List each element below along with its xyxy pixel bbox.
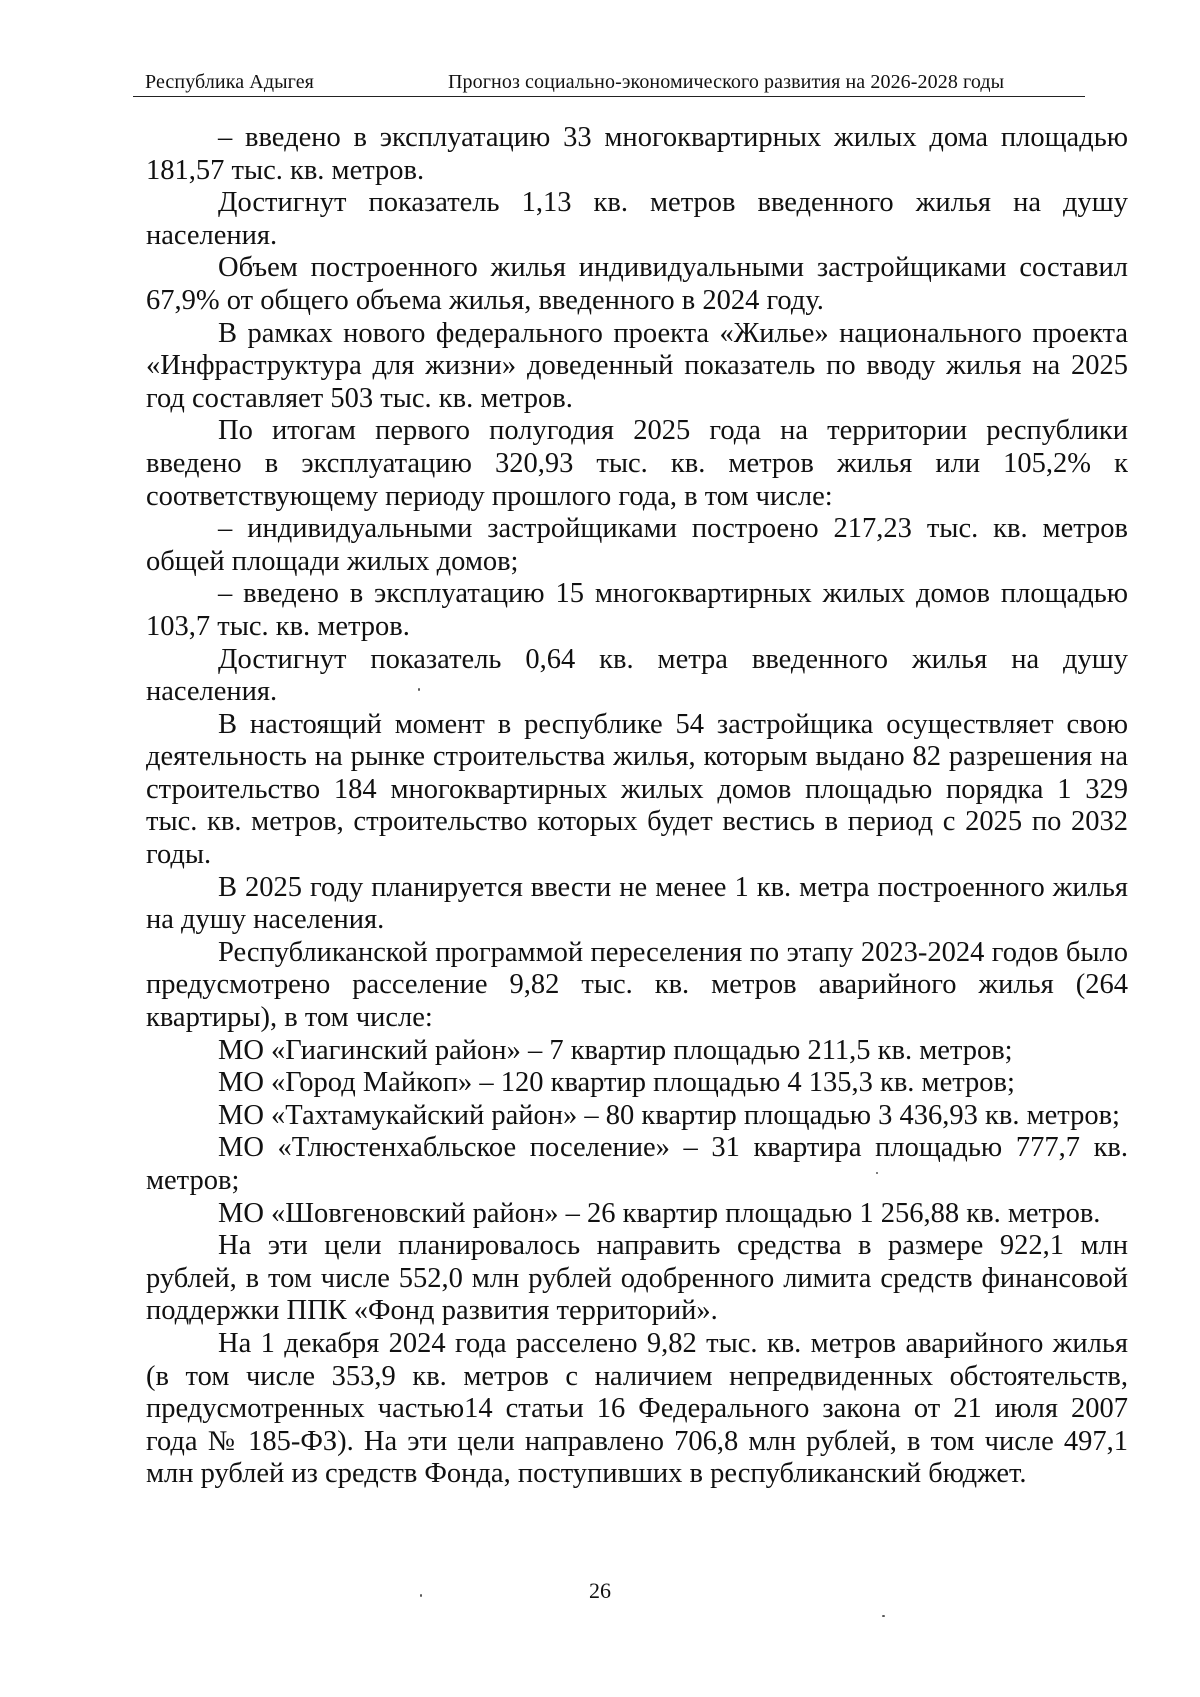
page-number: 26 [589,1578,611,1603]
paragraph: МО «Гиагинский район» – 7 квартир площадью 211,5 кв. метров; [218,1034,1013,1066]
paragraph: МО «Шовгеновский район» – 26 квартир площадью 1 256,88 кв. метров. [218,1197,1101,1229]
scan-speck [876,1172,878,1174]
header-region: Республика Адыгея [145,71,314,93]
paragraph: – введено в эксплуатацию 15 многоквартирных жилых домов площадью 103,7 тыс. кв. метров. [146,578,1128,642]
header-title: Прогноз социально-экономического развития на 2026-2028 годы [448,71,1005,93]
paragraph: На 1 декабря 2024 года расселено 9,82 тыс. кв. метров аварийного жилья (в том числе 353,9 кв. метров с наличием непредвиденных обстоятельств, предусмотренных частью14 статьи 16 Федерального закона от 21 июля 2007 года № 185-ФЗ). На эти цели направлено 706,8 млн рублей, в том числе 497,1 млн рублей из средств Фонда, поступивших в республиканский бюджет. [146,1327,1128,1490]
paragraph: МО «Тлюстенхабльское поселение» – 31 квартира площадью 777,7 кв. метров; [146,1132,1128,1196]
paragraph: В 2025 году планируется ввести не менее 1 кв. метра построенного жилья на душу населения. [146,871,1128,936]
paragraph: В рамках нового федерального проекта «Жилье» национального проекта «Инфраструктура для жизни» доведенный показатель по вводу жилья на 2025 год составляет 503 тыс. кв. метров. [146,317,1128,414]
paragraph: МО «Город Майкоп» – 120 квартир площадью 4 135,3 кв. метров; [218,1067,1015,1099]
paragraph: На эти цели планировалось направить средства в размере 922,1 млн рублей, в том числе 552,0 млн рублей одобренного лимита средств финансовой поддержки ППК «Фонд развития территорий». [146,1230,1128,1327]
paragraph: В настоящий момент в республике 54 застройщика осуществляет свою деятельность на рынке строительства жилья, которым выдано 82 разрешения на строительство 184 многоквартирных жилых домов площадью порядка 1 329 тыс. кв. метров, строительство которых будет вестись в период с 2025 по 2032 годы. [146,708,1128,871]
scan-speck [418,688,420,691]
paragraph: Объем построенного жилья индивидуальными застройщиками составил 67,9% от общего объема жилья, введенного в 2024 году. [146,252,1128,316]
paragraph: – введено в эксплуатацию 33 многоквартирных жилых дома площадью 181,57 тыс. кв. метров. [146,122,1128,186]
paragraph: МО «Тахтамукайский район» – 80 квартир площадью 3 436,93 кв. метров; [218,1099,1120,1131]
body-text [146,122,1128,1491]
scan-speck [420,1594,422,1597]
scan-speck [882,1615,885,1617]
paragraph: По итогам первого полугодия 2025 года на территории республики введено в эксплуатацию 320,93 тыс. кв. метров жилья или 105,2% к соответствующему периоду прошлого года, в том числе: [146,415,1128,512]
running-header [133,66,1085,97]
paragraph: Достигнут показатель 1,13 кв. метров введенного жилья на душу населения. [146,187,1128,251]
paragraph: – индивидуальными застройщиками построено 217,23 тыс. кв. метров общей площади жилых домов; [146,513,1128,577]
paragraph: Достигнут показатель 0,64 кв. метра введенного жилья на душу населения. [146,643,1128,708]
paragraph: Республиканской программой переселения по этапу 2023-2024 годов было предусмотрено расселение 9,82 тыс. кв. метров аварийного жилья (264 квартиры), в том числе: [146,936,1128,1034]
